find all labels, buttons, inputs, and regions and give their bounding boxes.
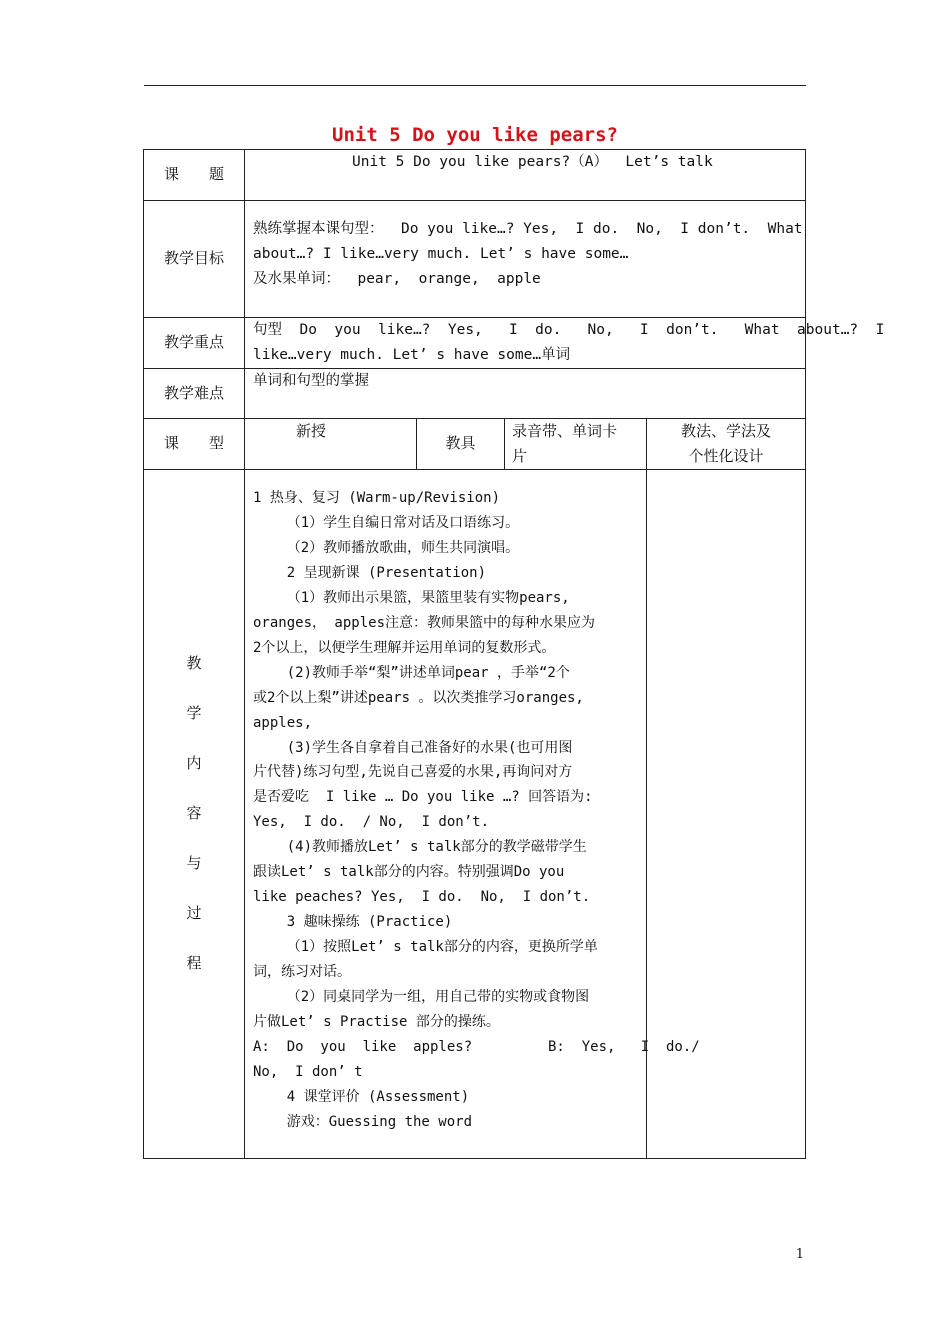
- content-line: 跟读Let’ s talk部分的内容。特别强调Do you: [253, 864, 565, 881]
- type-value: 新授: [295, 422, 326, 440]
- content-line: 片代替)练习句型,先说自己喜爱的水果,再询问对方: [253, 764, 573, 781]
- goals-label: 教学目标: [163, 249, 224, 267]
- content-line: 或2个以上梨”讲述pears 。以次类推学习oranges,: [253, 689, 584, 706]
- content-line: （1）按照Let’ s talk部分的内容，更换所学单: [253, 939, 598, 956]
- content-line: (3)学生各自拿着自己准备好的水果(也可用图: [253, 739, 573, 756]
- content-label-char: 内: [186, 754, 202, 772]
- goals-line: 及水果单词： pear, orange, apple: [253, 271, 541, 287]
- content-line: 是否爱吃 I like … Do you like …? 回答语为:: [253, 789, 593, 806]
- header-rule: [144, 85, 806, 86]
- tools-line: 录音带、单词卡: [512, 422, 618, 440]
- topic-value: Unit 5 Do you like pears?（A） Let’s talk: [352, 154, 713, 170]
- content-line: Yes, I do. / No, I don’t.: [253, 814, 490, 831]
- content-label-char: 学: [186, 704, 202, 722]
- goals-line: about…? I like…very much. Let’ s have some…: [253, 246, 629, 262]
- content-line: 1 热身、复习 (Warm-up/Revision): [253, 490, 501, 506]
- content-line: 2 呈现新课 (Presentation): [253, 564, 487, 581]
- content-line: oranges， apples注意：教师果篮中的每种水果应为: [253, 614, 596, 631]
- content-line: 片做Let’ s Practise 部分的操练。: [253, 1013, 500, 1030]
- difficulties-value: 单词和句型的掌握: [253, 373, 369, 389]
- keypoints-line: 句型 Do you like…? Yes, I do. No, I don’t. What about…? I: [253, 322, 885, 338]
- content-label-char: 容: [186, 804, 202, 822]
- topic-label: 课 题: [163, 165, 224, 183]
- tools-line: 片: [512, 447, 528, 465]
- content-line: (2)教师手举“梨”讲述单词pear ，手举“2个: [253, 664, 570, 681]
- page-title: Unit 5 Do you like pears?: [332, 124, 618, 146]
- type-label: 课 型: [163, 434, 224, 452]
- keypoints-line: like…very much. Let’ s have some…单词: [253, 347, 571, 363]
- content-label-char: 过: [186, 904, 202, 922]
- keypoints-label: 教学重点: [163, 333, 224, 351]
- content-line: 游戏：Guessing the word: [253, 1113, 473, 1130]
- content-line: A: Do you like apples? B: Yes, I do./: [253, 1038, 700, 1055]
- goals-line: 熟练掌握本课句型： Do you like…? Yes, I do. No, I don’t. What: [253, 221, 803, 237]
- content-line: apples,: [253, 714, 313, 731]
- content-line: 词，练习对话。: [253, 964, 351, 981]
- content-line: 4 课堂评价 (Assessment): [253, 1088, 470, 1105]
- tools-label: 教具: [445, 434, 476, 452]
- page-number: 1: [795, 1247, 804, 1262]
- content-line: 2个以上，以便学生理解并运用单词的复数形式。: [253, 639, 556, 656]
- content-label-char: 程: [186, 954, 202, 972]
- content-line: like peaches? Yes, I do. No, I don’t.: [253, 889, 591, 906]
- content-label: [144, 648, 244, 998]
- methods-line: 个性化设计: [688, 447, 764, 465]
- content-line: （1）教师出示果篮，果篮里装有实物pears,: [253, 589, 570, 606]
- content-line: 3 趣味操练 (Practice): [253, 914, 453, 931]
- content-label-char: 教: [186, 654, 202, 672]
- content-line: （2）教师播放歌曲，师生共同演唱。: [253, 539, 520, 556]
- content-line: （1）学生自编日常对话及口语练习。: [253, 514, 520, 531]
- content-line: No, I don’ t: [253, 1063, 363, 1080]
- content-line: （2）同桌同学为一组，用自己带的实物或食物图: [253, 989, 590, 1005]
- content-label-char: 与: [186, 854, 202, 872]
- methods-line: 教法、学法及: [680, 422, 771, 440]
- content-line: (4)教师播放Let’ s talk部分的教学磁带学生: [253, 839, 587, 856]
- difficulties-label: 教学难点: [163, 384, 224, 402]
